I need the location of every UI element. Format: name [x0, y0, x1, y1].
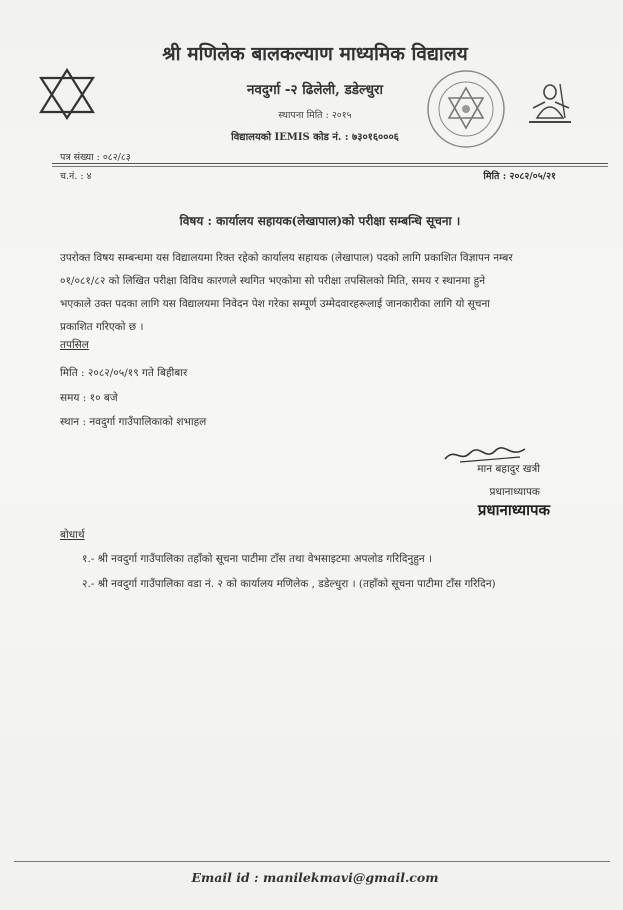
- subject-line: विषय : कार्यालय सहायक(लेखापाल)को परीक्षा सम्बन्धि सूचना ।: [179, 214, 461, 228]
- notice-body: [60, 247, 568, 339]
- letter-date: मिति : २०८२/०५/२१: [483, 171, 556, 182]
- header-divider-secondary: [52, 166, 608, 167]
- iemis-code: विद्यालयको IEMIS कोड नं. : ७३०१६०००६: [231, 132, 399, 143]
- exam-place: स्थान : नवदुर्गा गाउँपालिकाको शभाहल: [60, 416, 207, 428]
- body-line: उपरोक्त विषय सम्बन्धमा यस विद्यालयमा रिक्त रहेको कार्यालय सहायक (लेखापाल) पदको लागि प्रकाशित विज्ञापन नम्बर: [60, 252, 513, 264]
- exam-date: मिति : २०८२/०५/१९ गते बिहीबार: [60, 367, 188, 379]
- bodharth-item: २.- श्री नवदुर्गा गाउँपालिका वडा नं. २ को कार्यालय मणिलेक , डडेल्धुरा । (तहाँको सूचना पाटीमा टाँस गरिदिन): [82, 578, 496, 590]
- tapasil-heading: तपसिल: [60, 339, 89, 351]
- bodharth-item: १.- श्री नवदुर्गा गाउँपालिका तहाँको सूचना पाटीमा टाँस तथा वेभसाइटमा अपलोड गरिदिनुहुन ।: [82, 553, 433, 565]
- signatory-title: प्रधानाध्यापक: [489, 486, 540, 498]
- chalani-number: च.नं. : ४: [60, 171, 92, 182]
- signatory-name: मान बहादुर खत्री: [477, 463, 540, 475]
- body-line: प्रकाशित गरिएको छ ।: [60, 321, 144, 333]
- exam-time: समय : १० बजे: [60, 392, 118, 404]
- designation-stamp: प्रधानाध्यापक: [477, 501, 550, 519]
- bodharth-heading: बोधार्थ: [60, 529, 85, 541]
- header-divider: [52, 163, 608, 164]
- footer-divider: [14, 861, 610, 862]
- school-seal-icon: [425, 68, 507, 150]
- patra-sankhya: पत्र संख्या : ०८२/८३: [60, 152, 131, 163]
- established-date: स्थापना मिति : २०१५: [278, 110, 352, 121]
- emblem-star-icon: [38, 68, 96, 120]
- school-name: श्री मणिलेक बालकल्याण माध्यमिक विद्यालय: [162, 43, 468, 65]
- school-address: नवदुर्गा -२ ढिलेली, डडेल्धुरा: [246, 82, 384, 98]
- footer-email: Email id : manilekmavi@gmail.com: [191, 870, 439, 885]
- body-line: ०१/०८१/८२ को लिखित परीक्षा विविध कारणले स्थगित भएकोमा सो परीक्षा तपसिलको मिति, समय र स्थानमा हुने: [60, 275, 486, 287]
- body-line: भएकाले उक्त पदका लागि यस विद्यालयमा निवेदन पेश गरेका सम्पूर्ण उम्मेदवारहरूलाई जानकारीका लागि यो सूचना: [60, 298, 490, 310]
- saraswati-emblem-icon: [525, 78, 575, 126]
